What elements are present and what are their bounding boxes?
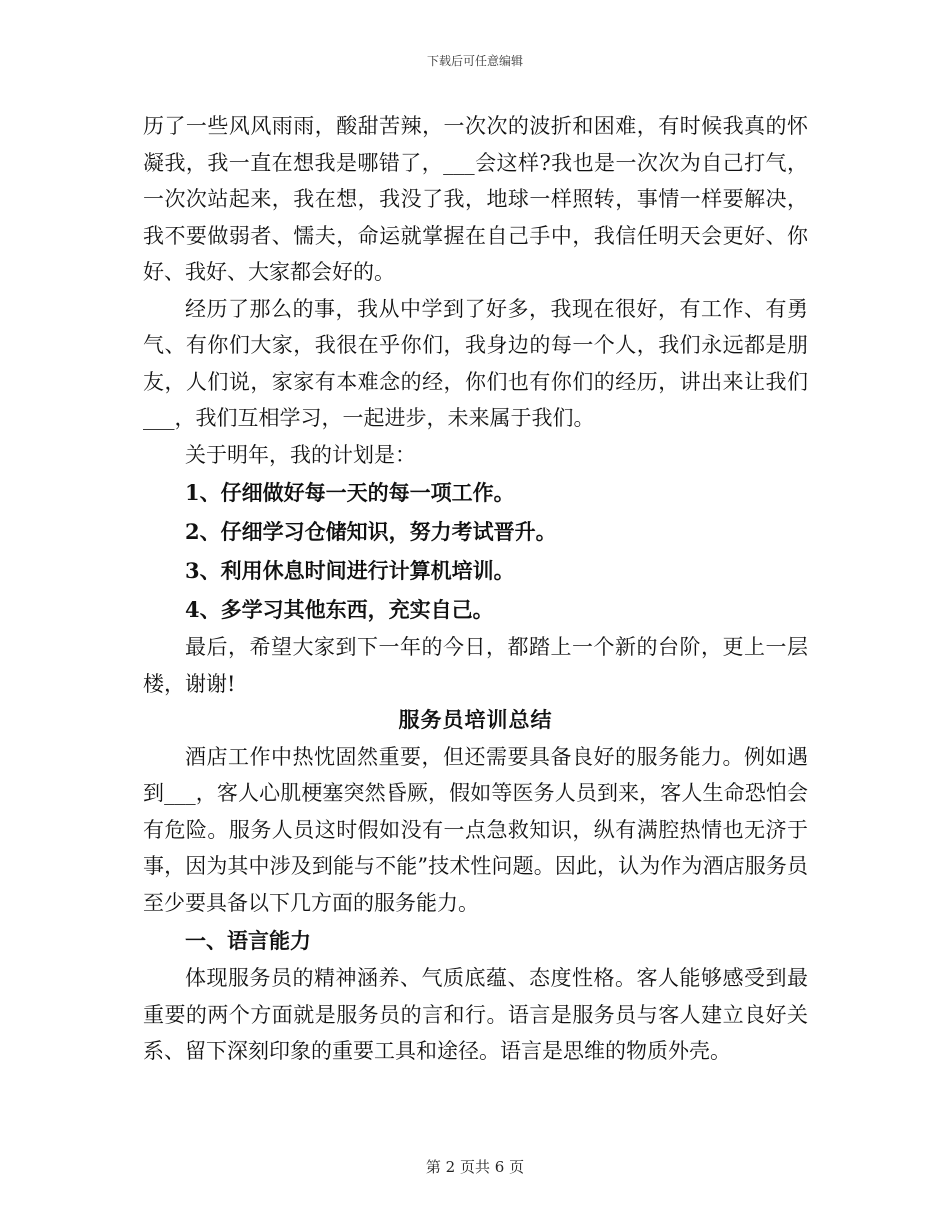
plan-item-1: 1、仔细做好每一天的每一项工作。 bbox=[185, 480, 515, 505]
paragraph-6: 体现服务员的精神涵养、气质底蕴、态度性格。客人能够感受到最重要的两个方面就是服务员的言和行。语言是服务员与客人建立良好关系、留下深刻印象的重要工具和途径。语言是思维的物质外壳。 bbox=[143, 966, 808, 1063]
paragraph-5: 酒店工作中热忱固然重要，但还需要具备良好的服务能力。例如遇到___，客人心肌梗塞突然昏厥，假如等医务人员到来，客人生命恐怕会有危险。服务人员这时假如没有一点急救知识，纵有满腔热情也无济于事，因为其中涉及到能与不能”技术性问题。因此，认为作为酒店服务员至少要具备以下几方面的服务能力。 bbox=[143, 744, 808, 915]
paragraph-2: 经历了那么的事，我从中学到了好多，我现在很好，有工作、有勇气、有你们大家，我很在乎你们，我身边的每一个人，我们永远都是朋友，人们说，家家有本难念的经，你们也有你们的经历，讲出来让我们___，我们互相学习，一起进步，未来属于我们。 bbox=[143, 296, 808, 430]
section-heading-1: 一、语言能力 bbox=[185, 928, 311, 953]
plan-item-2: 2、仔细学习仓储知识，努力考试晋升。 bbox=[185, 519, 557, 544]
paragraph-4: 最后，希望大家到下一年的今日，都踏上一个新的台阶，更上一层楼，谢谢! bbox=[143, 635, 808, 696]
plan-item-3: 3、利用休息时间进行计算机培训。 bbox=[185, 558, 515, 583]
document-body bbox=[143, 108, 808, 1070]
paragraph-3: 关于明年，我的计划是： bbox=[185, 442, 416, 467]
section-title: 服务员培训总结 bbox=[398, 707, 553, 732]
paragraph-1: 历了一些风风雨雨，酸甜苦辣，一次次的波折和困难，有时候我真的怀凝我，我一直在想我是哪错了，___会这样?我也是一次次为自己打气，一次次站起来，我在想，我没了我，地球一样照转，事情一样要解决，我不要做弱者、懦夫，命运就掌握在自己手中，我信任明天会更好、你好、我好、大家都会好的。 bbox=[143, 114, 808, 284]
plan-item-4: 4、多学习其他东西，充实自己。 bbox=[185, 597, 494, 622]
page-header: 下载后可任意编辑 bbox=[426, 54, 523, 68]
page-footer: 第 2 页共 6 页 bbox=[425, 1158, 525, 1176]
